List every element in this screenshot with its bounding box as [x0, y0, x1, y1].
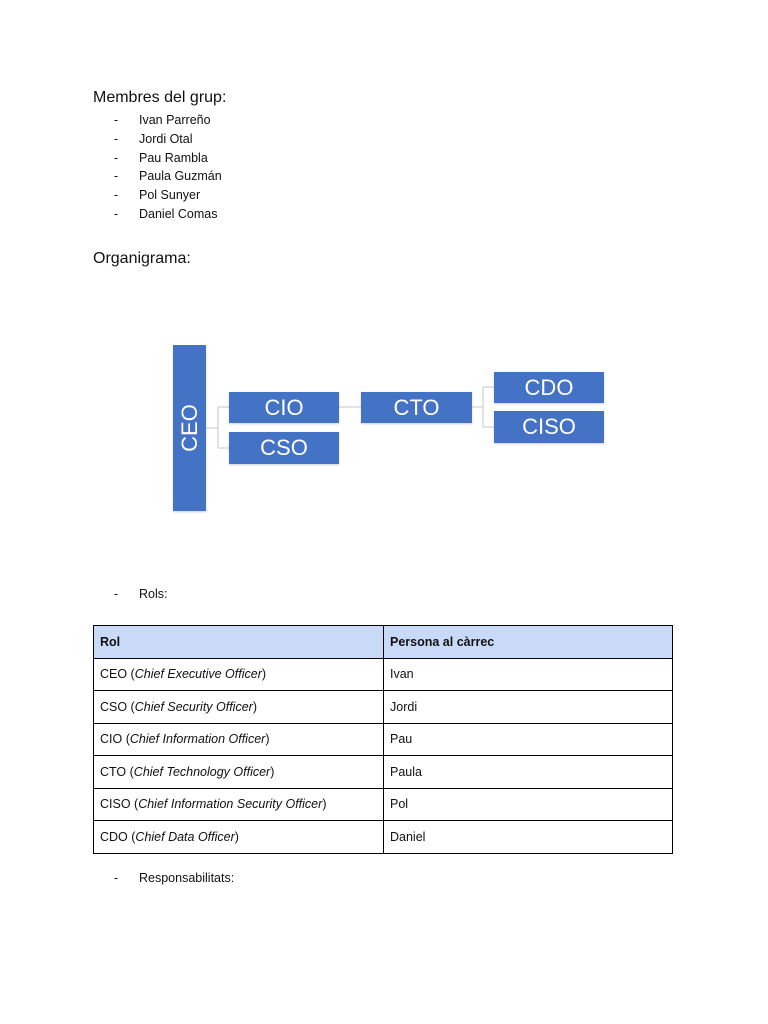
role-full-name: Chief Executive Officer	[134, 667, 262, 682]
member-name: Pau Rambla	[139, 150, 208, 165]
org-node-label: CEO	[176, 404, 202, 452]
table-row	[94, 821, 673, 854]
rols-bullet	[114, 587, 168, 601]
list-dash: -	[114, 169, 119, 184]
members-heading: Membres del grup:	[93, 89, 227, 106]
role-close: )	[265, 732, 270, 747]
role-cell	[94, 821, 384, 854]
role-cell	[94, 658, 384, 691]
person-cell: Daniel	[384, 821, 673, 854]
org-node-cdo: CDO	[494, 372, 604, 403]
org-node-ciso: CISO	[494, 411, 604, 443]
list-dash: -	[114, 871, 119, 885]
org-node-cso: CSO	[229, 432, 339, 464]
column-header-persona: Persona al càrrec	[384, 626, 673, 659]
table-header-row	[94, 626, 673, 659]
role-abbr: CISO (	[100, 797, 139, 812]
person-cell: Pol	[384, 788, 673, 821]
member-name: Jordi Otal	[139, 131, 193, 146]
role-close: )	[234, 829, 239, 844]
roles-table	[93, 625, 673, 854]
role-full-name: Chief Security Officer	[134, 699, 253, 714]
role-full-name: Chief Information Officer	[129, 732, 266, 747]
list-dash: -	[114, 206, 119, 221]
table-row	[94, 788, 673, 821]
role-abbr: CIO (	[100, 732, 130, 747]
org-chart-heading: Organigrama:	[93, 250, 191, 267]
org-node-cio: CIO	[229, 392, 339, 423]
role-cell	[94, 788, 384, 821]
role-abbr: CTO (	[100, 764, 134, 779]
role-cell	[94, 723, 384, 756]
column-header-rol: Rol	[94, 626, 384, 659]
role-full-name: Chief Data Officer	[135, 829, 235, 844]
role-close: )	[270, 764, 275, 779]
member-name: Ivan Parreño	[139, 113, 211, 127]
table-row	[94, 658, 673, 691]
role-full-name: Chief Information Security Officer	[138, 797, 323, 812]
table-row	[94, 723, 673, 756]
role-cell	[94, 756, 384, 789]
list-dash: -	[114, 113, 119, 127]
list-dash: -	[114, 188, 119, 203]
role-close: )	[252, 699, 257, 714]
member-name: Pol Sunyer	[139, 188, 201, 203]
role-abbr: CDO (	[100, 829, 136, 844]
role-abbr: CEO (	[100, 667, 135, 682]
list-dash: -	[114, 131, 119, 146]
table-row	[94, 756, 673, 789]
role-close: )	[261, 667, 267, 682]
rols-label: Rols:	[139, 587, 168, 601]
responsibilities-bullet	[114, 871, 235, 885]
role-abbr: CSO (	[100, 699, 135, 714]
responsibilities-label: Responsabilitats:	[139, 871, 235, 885]
org-node-ceo	[173, 345, 206, 511]
person-cell: Pau	[384, 723, 673, 756]
role-cell	[94, 691, 384, 724]
person-cell: Paula	[384, 756, 673, 789]
member-name: Daniel Comas	[139, 206, 218, 221]
role-full-name: Chief Technology Officer	[133, 764, 271, 779]
member-name: Paula Guzmán	[139, 169, 222, 184]
org-node-cto: CTO	[361, 392, 472, 423]
table-row	[94, 691, 673, 724]
role-close: )	[322, 797, 327, 812]
person-cell: Jordi	[384, 691, 673, 724]
list-dash: -	[114, 587, 119, 601]
person-cell: Ivan	[384, 658, 673, 691]
list-dash: -	[114, 150, 119, 165]
